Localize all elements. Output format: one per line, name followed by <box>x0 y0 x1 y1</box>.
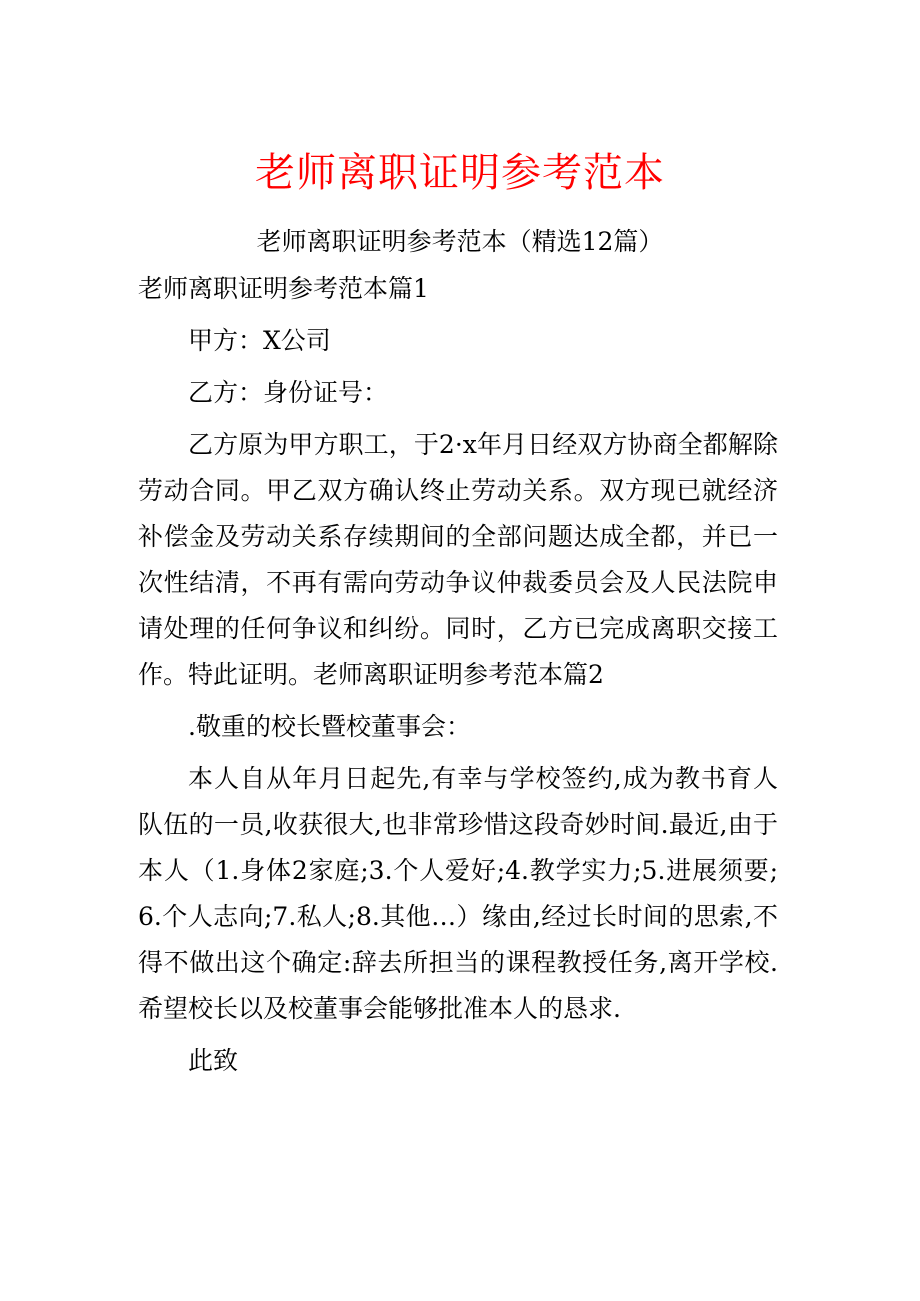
party-b-line: 乙方：身份证号： <box>188 378 389 407</box>
party-a-line: 甲方：X公司 <box>188 326 331 355</box>
closing-line: 此致 <box>188 1046 239 1075</box>
body-paragraph-2: 本人自从年月日起先,有幸与学校签约,成为教书育人队伍的一员,收获很大,也非常珍惜这段奇妙时间.最近,由于本人（1.身体2家庭;3.个人爱好;4.教学实力;5.进展须要;6.个人志向;7.私人;8.其他…）缘由,经过长时间的思索,不得不做出这个确定:辞去所担当的课程教授任务,离开学校.希望校长以及校董事会能够批准本人的恳求. <box>138 764 778 1023</box>
body-paragraph-1: 乙方原为甲方职工，于2·x年月日经双方协商全都解除劳动合同。甲乙双方确认终止劳动关系。双方现已就经济补偿金及劳动关系存续期间的全部问题达成全都，并已一次性结清，不再有需向劳动争议仲裁委员会及人民法院申请处理的任何争议和纠纷。同时，乙方已完成离职交接工作。特此证明。老师离职证明参考范本篇2 <box>138 430 778 689</box>
document-title: 老师离职证明参考范本 <box>255 150 665 196</box>
document-subtitle: 老师离职证明参考范本（精选12篇） <box>256 227 664 256</box>
salutation-line: .敬重的校长暨校董事会： <box>188 712 471 741</box>
section-heading-1: 老师离职证明参考范本篇1 <box>138 274 429 303</box>
document-body <box>138 266 778 1090</box>
